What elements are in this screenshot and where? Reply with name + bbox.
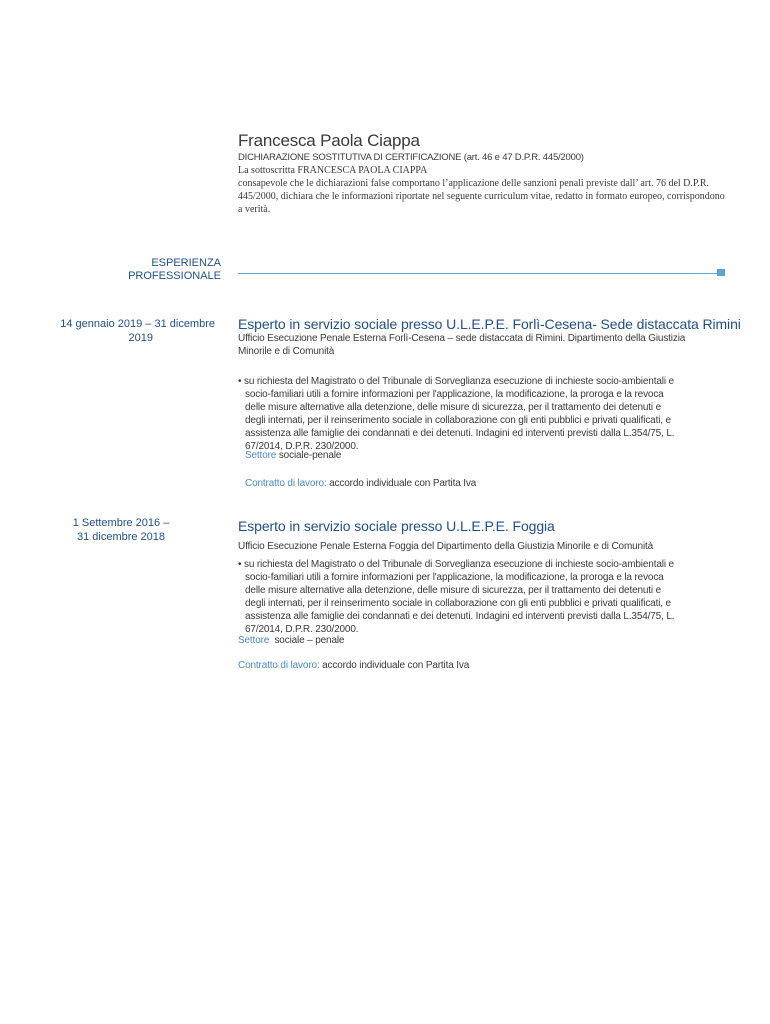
section-heading-experience	[100, 257, 221, 283]
experience-organization: Ufficio Esecuzione Penale Esterna Foggia del Dipartimento della Giustizia Minorile e di Comunità	[238, 541, 654, 552]
description-line: delle misure alternative alla detenzione, delle misure di sicurezza, per il trattamento dei detenuti e	[245, 402, 662, 413]
description-line: degli internati, per il reinserimento sociale in collaborazione con gli enti pubblici e privati qualificati, e	[245, 598, 671, 609]
description-line: 67/2014, D.P.R. 230/2000.	[245, 624, 359, 635]
experience-date	[40, 317, 215, 345]
description-line: degli internati, per il reinserimento sociale in collaborazione con gli enti pubblici e privati qualificati, e	[245, 415, 671, 426]
experience-title: Esperto in servizio sociale presso U.L.E.P.E. Foggia	[238, 518, 555, 534]
description-line: socio-familiari utili a fornire informazioni per l'applicazione, la modificazione, la proroga e la revoca	[245, 389, 664, 400]
experience-organization: Ufficio Esecuzione Penale Esterna Forlì-Cesena – sede distaccata di Rimini. Dipartimento della Giustizia Minorile e di Comunità	[238, 333, 686, 357]
section-divider	[238, 273, 718, 274]
section-heading-line1: ESPERIENZA	[151, 257, 221, 269]
sector-label: Settore	[245, 450, 277, 461]
declaration-statement-body: consapevole che le dichiarazioni false comportano l’applicazione delle sanzioni penali previste dall’ art. 76 del D.P.R. 445/2000, dichiara che le informazioni riportate nel seguente curriculum vitae, redatto in formato europeo, corrispondono a verità.	[238, 178, 725, 215]
experience-description	[238, 375, 728, 453]
description-line: • su richiesta del Magistrato o del Tribunale di Sorveglianza esecuzione di inchieste socio-ambientali e	[238, 559, 674, 570]
experience-sector	[238, 634, 344, 647]
section-divider-square	[717, 269, 725, 276]
description-line: 67/2014, D.P.R. 230/2000.	[245, 441, 359, 452]
date-line: 2019	[128, 332, 153, 344]
experience-contract	[245, 477, 476, 490]
experience-contract	[238, 659, 469, 672]
contract-label: Contratto di lavoro:	[238, 660, 320, 671]
candidate-name: Francesca Paola Ciappa	[238, 131, 420, 150]
experience-sector	[245, 449, 341, 462]
sector-value: sociale – penale	[269, 635, 345, 646]
date-line: 1 Settembre 2016 –	[72, 517, 170, 529]
description-line: delle misure alternative alla detenzione, delle misure di sicurezza, per il trattamento dei detenuti e	[245, 585, 662, 596]
date-line: 14 gennaio 2019 – 31 dicembre	[60, 318, 215, 330]
declaration-statement-line1: La sottoscritta FRANCESCA PAOLA CIAPPA	[238, 165, 428, 176]
contract-value: accordo individuale con Partita Iva	[319, 660, 470, 671]
contract-label: Contratto di lavoro:	[245, 478, 327, 489]
experience-date	[60, 516, 182, 544]
declaration-title: DICHIARAZIONE SOSTITUTIVA DI CERTIFICAZIONE (art. 46 e 47 D.P.R. 445/2000)	[238, 152, 584, 163]
description-line: assistenza alle famiglie dei condannati e dei detenuti. Indagini ed interventi previsti dalla L.354/75, L.	[245, 611, 675, 622]
sector-value: sociale-penale	[276, 450, 342, 461]
description-line: socio-familiari utili a fornire informazioni per l'applicazione, la modificazione, la proroga e la revoca	[245, 572, 664, 583]
experience-title: Esperto in servizio sociale presso U.L.E.P.E. Forlì-Cesena- Sede distaccata Rimini	[238, 316, 741, 332]
contract-value: accordo individuale con Partita Iva	[326, 478, 477, 489]
experience-description	[238, 558, 728, 636]
description-line: assistenza alle famiglie dei condannati e dei detenuti. Indagini ed interventi previsti dalla L.354/75, L.	[245, 428, 675, 439]
description-line: • su richiesta del Magistrato o del Tribunale di Sorveglianza esecuzione di inchieste socio-ambientali e	[238, 376, 674, 387]
date-line: 31 dicembre 2018	[76, 531, 166, 543]
section-heading-line2: PROFESSIONALE	[128, 270, 221, 282]
sector-label: Settore	[238, 635, 270, 646]
